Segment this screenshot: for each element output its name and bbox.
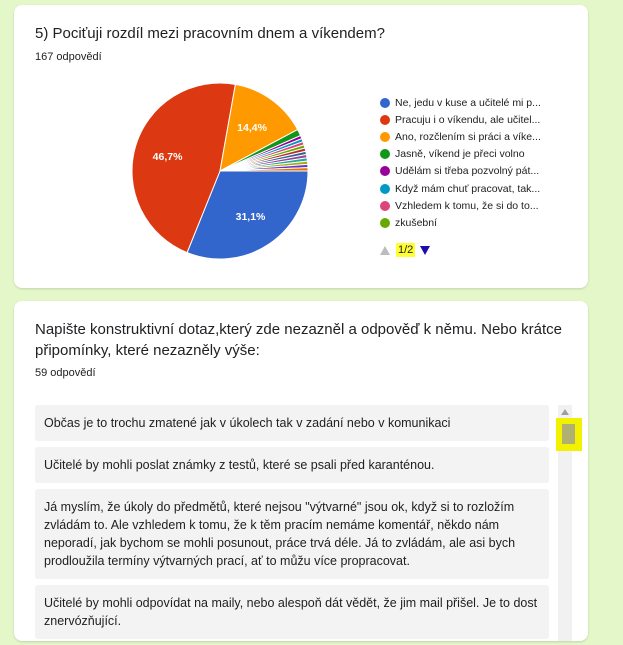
legend-color-icon: [380, 218, 390, 228]
legend-item: [380, 94, 541, 111]
scroll-highlight-marker: [556, 418, 582, 451]
list-item: Učitelé by mohli odpovídat na maily, nebo alespoň dát vědět, že jim mail přišel. Je to dost znervózňující.: [35, 585, 549, 639]
list-item: Učitelé by mohli poslat známky z testů, které se psali před karanténou.: [35, 447, 549, 483]
highlight-thumb: [562, 424, 575, 444]
legend-item: [380, 163, 541, 180]
legend-pager: [380, 243, 430, 257]
list-item: Občas je to trochu zmatené jak v úkolech tak v zadání nebo v komunikaci: [35, 405, 549, 441]
question-card-2: [14, 301, 588, 641]
legend-label: Vzhledem k tomu, že si do to...: [395, 199, 539, 212]
legend-item: [380, 128, 541, 145]
legend-label: zkušební: [395, 216, 438, 229]
answers-list: [35, 405, 549, 645]
legend-color-icon: [380, 184, 390, 194]
legend-color-icon: [380, 149, 390, 159]
legend-color-icon: [380, 115, 390, 125]
legend-label: Když mám chuť pracovat, tak...: [395, 182, 541, 195]
response-count: 59 odpovědí: [35, 367, 96, 379]
scroll-up-icon[interactable]: [561, 409, 569, 415]
legend-item: [380, 180, 541, 197]
legend-label: Udělám si třeba pozvolný pát...: [395, 165, 540, 178]
page-indicator: 1/2: [398, 244, 414, 256]
question-title: 5) Pociťuji rozdíl mezi pracovním dnem a víkendem?: [35, 25, 385, 42]
question-title: Napište konstruktivní dotaz,který zde nezazněl a odpověď k němu. Nebo krátce připomínky, které nezazněly výše:: [35, 321, 562, 359]
legend-color-icon: [380, 166, 390, 176]
slice-data-label: 46,7%: [152, 150, 183, 163]
legend-color-icon: [380, 98, 390, 108]
legend-item: [380, 146, 541, 163]
legend-item: [380, 214, 541, 231]
legend-item: [380, 111, 541, 128]
legend-label: Pracuju i o víkendu, ale učitel...: [395, 113, 541, 126]
legend-label: Ano, rozčlením si práci a víke...: [395, 130, 541, 143]
legend-item: [380, 197, 541, 214]
slice-data-label: 14,4%: [237, 121, 267, 134]
list-item: Já myslím, že úkoly do předmětů, které nejsou "výtvarné" jsou ok, když si to rozložím zvládám to. Ale vzhledem k tomu, že k těm pracím nemáme komentář, někdo nám neporadí, jak bychom se mohli posunout, práce trvá déle. Já to zvládám, ale asi bych prodloužila termíny výtvarných prací, ať to můžu více propracovat.: [35, 489, 549, 579]
previous-page-icon[interactable]: [380, 246, 390, 255]
slice-data-label: 31,1%: [235, 211, 266, 224]
pie-chart[interactable]: [129, 80, 311, 262]
question-card-1: [14, 5, 588, 288]
response-count: 167 odpovědí: [35, 51, 102, 63]
next-page-icon[interactable]: [420, 246, 430, 255]
legend-color-icon: [380, 201, 390, 211]
legend-label: Ne, jedu v kuse a učitelé mi p...: [395, 96, 541, 109]
chart-legend: [380, 94, 541, 232]
legend-label: Jasně, víkend je přeci volno: [395, 148, 525, 161]
legend-color-icon: [380, 132, 390, 142]
